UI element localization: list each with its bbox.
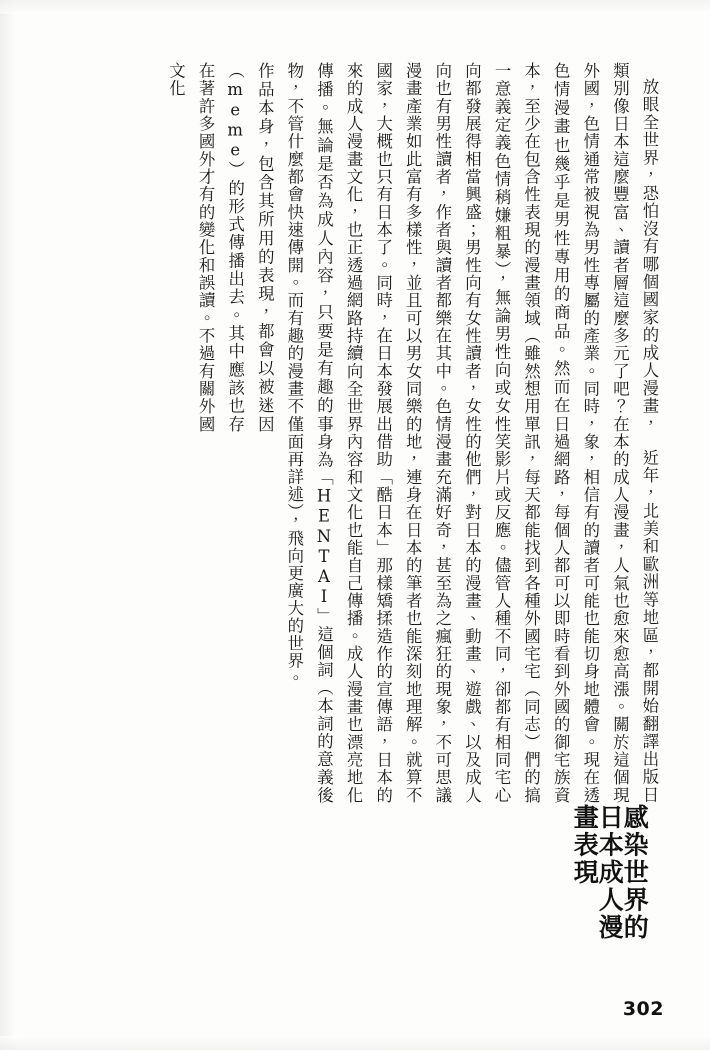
page-edge-shadow-left	[0, 0, 18, 1050]
page-edge-shadow-bottom	[0, 1036, 710, 1050]
body-paragraph-2: 放眼全世界，恐怕沒有哪個國家的成人漫畫，類別像日本這麼豐富、讀者層這麼多元了吧？在外國，色情通常被視為男性專屬的產業。同時，色情漫畫也幾乎是男性專用的商品。然而在日本，至少在包含性表現的漫畫領域（雖然想用單一意義定義色情稍嫌粗暴），無論男性向或女性向都發展得相當興盛；男性向有女性讀者，女性向也有男性讀者，作者與讀者都樂在其中。色情漫畫產業如此富有多樣性，並且可以男女同樂的國家，大概也只有日本了。同時，在日本發展出來的成人漫畫文化，也正透過網路持續向全世界傳播。無論是否為成人內容，只要是有趣的事物，不管什麼都會快速傳開。而有趣的漫畫不僅作品本身，包含其所用的表現，都會以被迷因（meme）的形式傳播出去。其中應該也存在著許多國外才有的變化和誤讀。不過有關外國文化	[166, 62, 659, 433]
body-paragraph-1: 近年，北美和歐洲等地區，都開始翻譯出版日本的成人漫畫，人氣也愈來愈高漲。關於這個現象，相信有的讀者可能也能切身地體會。現在透過網路，每個人都可以即時看到外國的御宅族資訊，每天都能找到各種外國宅宅（同志）們的搞笑影片或反應。儘管人種不同，卻都有相同宅心的他們，對日本的漫畫、動畫、遊戲、以及成人漫畫充滿好奇，甚至為之瘋狂的現象，不可思議地，連身在日本的筆者也能深刻地理解。就算不借助「酷日本」那樣矯揉造作的宣傳語，日本的內容和文化也能自己傳播。成人漫畫也漂亮地化身為「HENTAI」這個詞（本詞的意義後面再詳述），飛向更廣大的世界。	[284, 432, 659, 804]
page-number: 302	[622, 998, 664, 1020]
page-title: 感染世界的日本成人漫畫表現	[570, 803, 650, 942]
vertical-text-area	[60, 62, 664, 942]
page-edge-shadow-top	[0, 0, 710, 14]
